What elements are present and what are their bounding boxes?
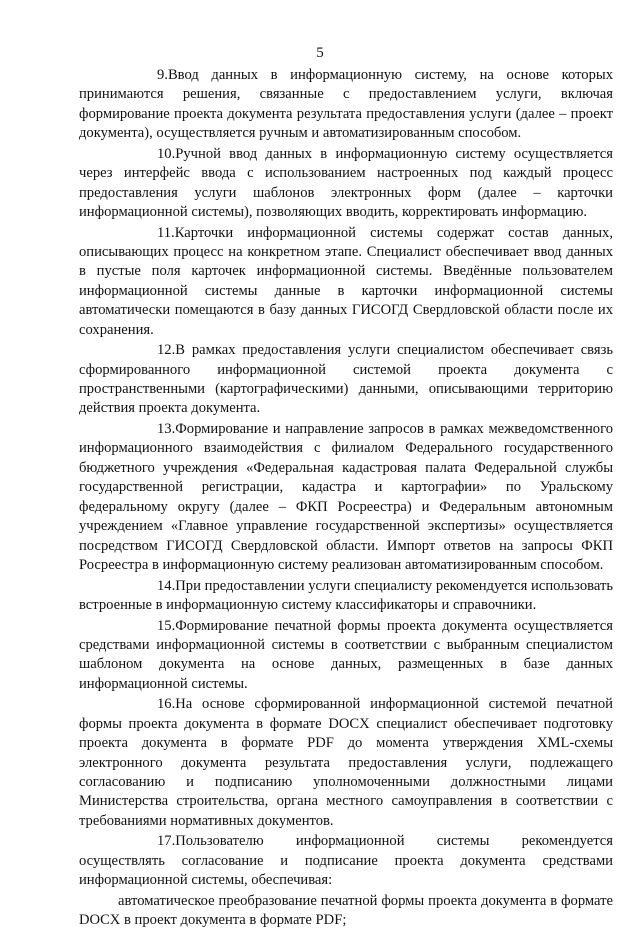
paragraph-text: Карточки информационной системы содержат состав данных, описывающих процесс на конкретном этапе. Специалист обеспечивает ввод данных в пустые поля карточек информационной системы. Введённые пользователем информационной системы данные в карточки информационной системы автоматически помещаются в базу данных ГИСОГД Свердловской области после их сохранения. — [79, 224, 613, 338]
paragraph-number: 9. — [157, 67, 168, 83]
paragraph-text: автоматическое преобразование печатной формы проекта документа в формате DOCX в проект документа в формате PDF; — [79, 892, 613, 929]
paragraph-text: На основе сформированной информационной системой печатной формы проекта документа в формате DOCX специалист обеспечивает подготовку проекта документа в формате PDF до момента утверждения XML-схемы электронного документа результата предоставления услуги, подлежащего согласованию и подписанию уполномоченными должностными лицами Министерства строительства, органа местного самоуправления в соответствии с требованиями нормативных документов. — [79, 696, 613, 829]
document-body — [79, 66, 613, 932]
paragraph-number: 17. — [157, 833, 176, 850]
paragraph-text: Пользователю информационной системы рекомендуется осуществлять согласование и подписание проекта документа средствами информационной системы, обеспечивая: — [79, 833, 613, 889]
paragraph-17 — [79, 832, 613, 890]
paragraph-text: Формирование печатной формы проекта документа осуществляется средствами информационной системы в соответствии с выбранным специалистом шаблоном документа на основе данных, размещенных в базе данных информационной системы. — [79, 617, 613, 692]
paragraph-number: 16. — [157, 696, 176, 713]
paragraph-number: 13. — [157, 421, 176, 438]
paragraph-15 — [79, 617, 613, 695]
paragraph-number: 15. — [157, 617, 176, 634]
paragraph-text: При предоставлении услуги специалисту рекомендуется использовать встроенные в информационную систему классификаторы и справочники. — [79, 577, 613, 613]
paragraph-number: 14. — [157, 577, 176, 594]
paragraph-13 — [79, 420, 613, 575]
paragraph-17-item — [79, 892, 613, 931]
paragraph-number: 10. — [157, 145, 176, 162]
paragraph-10 — [79, 145, 613, 223]
paragraph-12 — [79, 341, 613, 419]
page-number: 5 — [316, 45, 324, 61]
paragraph-text: Ручной ввод данных в информационную систему осуществляется через интерфейс ввода с использованием настроенных под каждый процесс предоставления услуги шаблонов электронных форм (далее – карточки информационной системы), позволяющих вводить, корректировать информацию. — [79, 145, 613, 221]
paragraph-number: 12. — [157, 342, 176, 359]
paragraph-16 — [79, 695, 613, 831]
paragraph-14 — [79, 577, 613, 616]
paragraph-number: 11. — [157, 224, 175, 241]
paragraph-text: Формирование и направление запросов в рамках межведомственного информационного взаимодействия с филиалом Федерального государственного бюджетного учреждения «Федеральная кадастровая палата Федеральной службы государственной регистрации, кадастра и картографии» по Уральскому федеральному округу (далее – ФКП Росреестра) и Федеральным автономным учреждением «Главное управление государственной экспертизы» осуществляется посредством ГИСОГД Свердловской области. Импорт ответов на запросы ФКП Росреестра в информационную систему реализован автоматизированным способом. — [79, 421, 613, 573]
paragraph-text: В рамках предоставления услуги специалистом обеспечивает связь сформированного информационной системой проекта документа с пространственными (картографическими) данными, описывающими территорию действия проекта документа. — [79, 342, 613, 417]
paragraph-text: Ввод данных в информационную систему, на основе которых принимаются решения, связанные с предоставлением услуги, включая формирование проекта документа результата предоставления услуги (далее – проект документа), осуществляется ручным и автоматизированным способом. — [79, 67, 613, 142]
paragraph-11 — [79, 224, 613, 340]
paragraph-9 — [79, 66, 613, 144]
